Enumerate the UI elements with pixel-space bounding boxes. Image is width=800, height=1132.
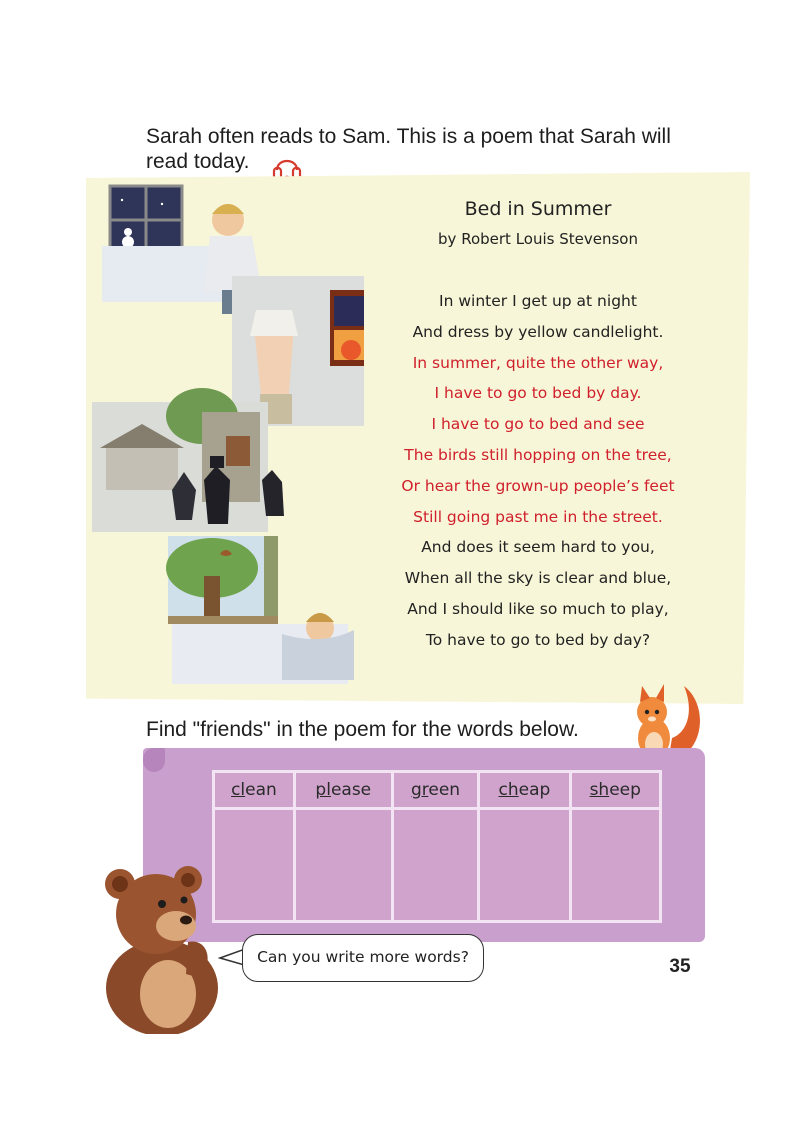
poem-title: Bed in Summer [464, 198, 612, 220]
poem-line: And dress by yellow candlelight. [412, 322, 664, 341]
poem-body [370, 286, 706, 656]
poem-line: To have to go to bed by day? [425, 630, 651, 649]
answer-cell-green[interactable] [394, 810, 478, 920]
words-table [212, 770, 662, 923]
answer-cell-please[interactable] [296, 810, 391, 920]
poem-line: I have to go to bed and see [431, 415, 645, 434]
poem-line: Still going past me in the street. [413, 507, 663, 526]
poem-illustration [92, 180, 364, 690]
word-cell-cheap: cheap [480, 773, 568, 807]
intro-line-2: read today. [146, 150, 250, 173]
poem-line: And I should like so much to play, [407, 599, 669, 618]
poem-line: I have to go to bed by day. [434, 384, 642, 403]
exercise-heading: Find "friends" in the poem for the words below. [146, 718, 579, 741]
poem-line: In summer, quite the other way, [412, 353, 664, 372]
poem-line: When all the sky is clear and blue, [404, 569, 672, 588]
poem-line: Or hear the grown-up people’s feet [401, 476, 675, 495]
scroll-curl [143, 748, 165, 772]
words-header-row [215, 773, 659, 807]
poem-line: In winter I get up at night [439, 292, 637, 310]
poem-author: by Robert Louis Stevenson [438, 230, 638, 248]
speech-bubble-text: Can you write more words? [257, 948, 469, 966]
answer-row [215, 810, 659, 920]
poem-line: The birds still hopping on the tree, [404, 445, 672, 464]
poem-line: And does it seem hard to you, [421, 538, 655, 557]
answer-cell-cheap[interactable] [480, 810, 568, 920]
intro-text [146, 124, 726, 174]
intro-line-1: Sarah often reads to Sam. This is a poem that Sarah will [146, 125, 671, 148]
page-number: 35 [669, 956, 691, 977]
word-cell-please: please [296, 773, 391, 807]
word-cell-sheep: sheep [572, 773, 659, 807]
word-cell-clean: clean [215, 773, 293, 807]
word-cell-green: green [394, 773, 478, 807]
answer-cell-sheep[interactable] [572, 810, 659, 920]
